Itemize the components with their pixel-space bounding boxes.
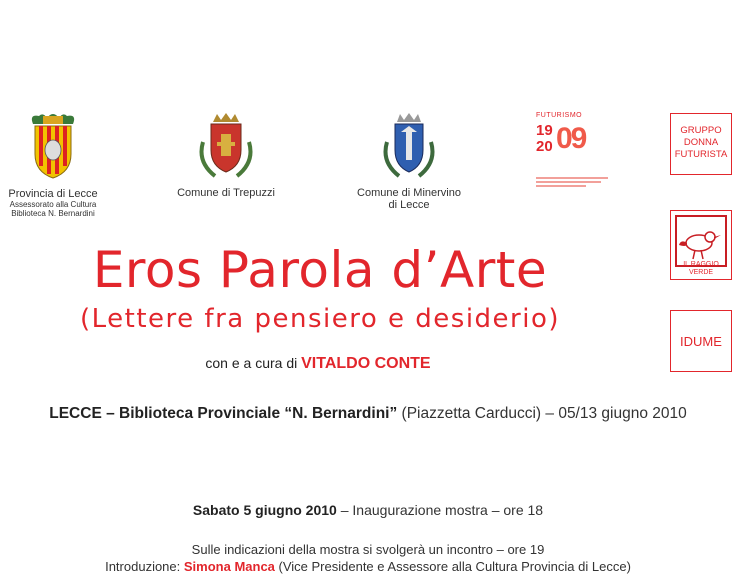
page-subtitle: (Lettere fra pensiero e desiderio): [80, 304, 560, 334]
opening-event: [0, 502, 736, 518]
page-title: Eros Parola d’Arte: [92, 241, 548, 299]
futurismo-1909-logo: [536, 112, 608, 198]
logo-caption-provincia: Provincia di Lecce: [8, 188, 98, 200]
curator-prefix: con e a cura di: [205, 355, 298, 371]
gruppo-donna-futurista-box: [670, 113, 732, 175]
idume-label: IDUME: [680, 334, 722, 349]
meeting-event: Sulle indicazioni della mostra si svolgerà un incontro – ore 19: [191, 542, 545, 557]
logo-caption-trepuzzi: Comune di Trepuzzi: [177, 187, 275, 199]
introduction-line: [0, 559, 736, 574]
gruppo-line-2: DONNA: [683, 137, 719, 148]
logo-caption-minervino: Comune di Minervino: [357, 187, 461, 199]
futurismo-year-bottom: 20: [536, 138, 553, 155]
bird-icon: [677, 217, 725, 265]
logo-caption-assessorato: Assessorato alla Cultura: [9, 200, 97, 209]
provincia-lecce-coat-of-arms-icon: [25, 110, 81, 180]
futurismo-header: FUTURISMO: [536, 112, 583, 119]
logo-comune-minervino: [344, 112, 474, 211]
venue-details: (Piazzetta Carducci) – 05/13 giugno 2010: [397, 405, 687, 422]
intro-name: Simona Manca: [183, 559, 275, 574]
futurismo-year-top: 19: [536, 122, 553, 139]
futurismo-fineprint: [536, 177, 608, 187]
gruppo-line-3: FUTURISTA: [674, 149, 728, 160]
logo-caption-biblioteca: Biblioteca N. Bernardini: [11, 209, 95, 218]
comune-minervino-coat-of-arms-icon: [379, 112, 439, 180]
intro-role: (Vice Presidente e Assessore alla Cultura Provincia di Lecce): [274, 559, 631, 574]
futurismo-year-big: 09: [556, 122, 586, 155]
comune-trepuzzi-coat-of-arms-icon: [195, 112, 257, 180]
raggio-verde-frame: [675, 215, 727, 267]
logo-comune-trepuzzi: [166, 112, 286, 199]
logo-caption-minervino-2: di Lecce: [388, 199, 430, 211]
venue-line: [0, 405, 736, 423]
opening-details: – Inaugurazione mostra – ore 18: [336, 502, 544, 518]
curator-line: [0, 355, 636, 373]
logo-provincia-lecce: [0, 110, 106, 218]
opening-date: Sabato 5 giugno 2010: [192, 502, 337, 518]
idume-box: [670, 310, 732, 372]
gruppo-line-1: GRUPPO: [680, 125, 722, 136]
curator-name: VITALDO CONTE: [301, 355, 431, 372]
raggio-verde-box: [670, 210, 732, 280]
raggio-verde-caption: IL RAGGIO VERDE: [683, 261, 719, 276]
intro-prefix: Introduzione:: [105, 559, 184, 574]
venue-location: LECCE – Biblioteca Provinciale “N. Bernardini”: [49, 405, 398, 422]
